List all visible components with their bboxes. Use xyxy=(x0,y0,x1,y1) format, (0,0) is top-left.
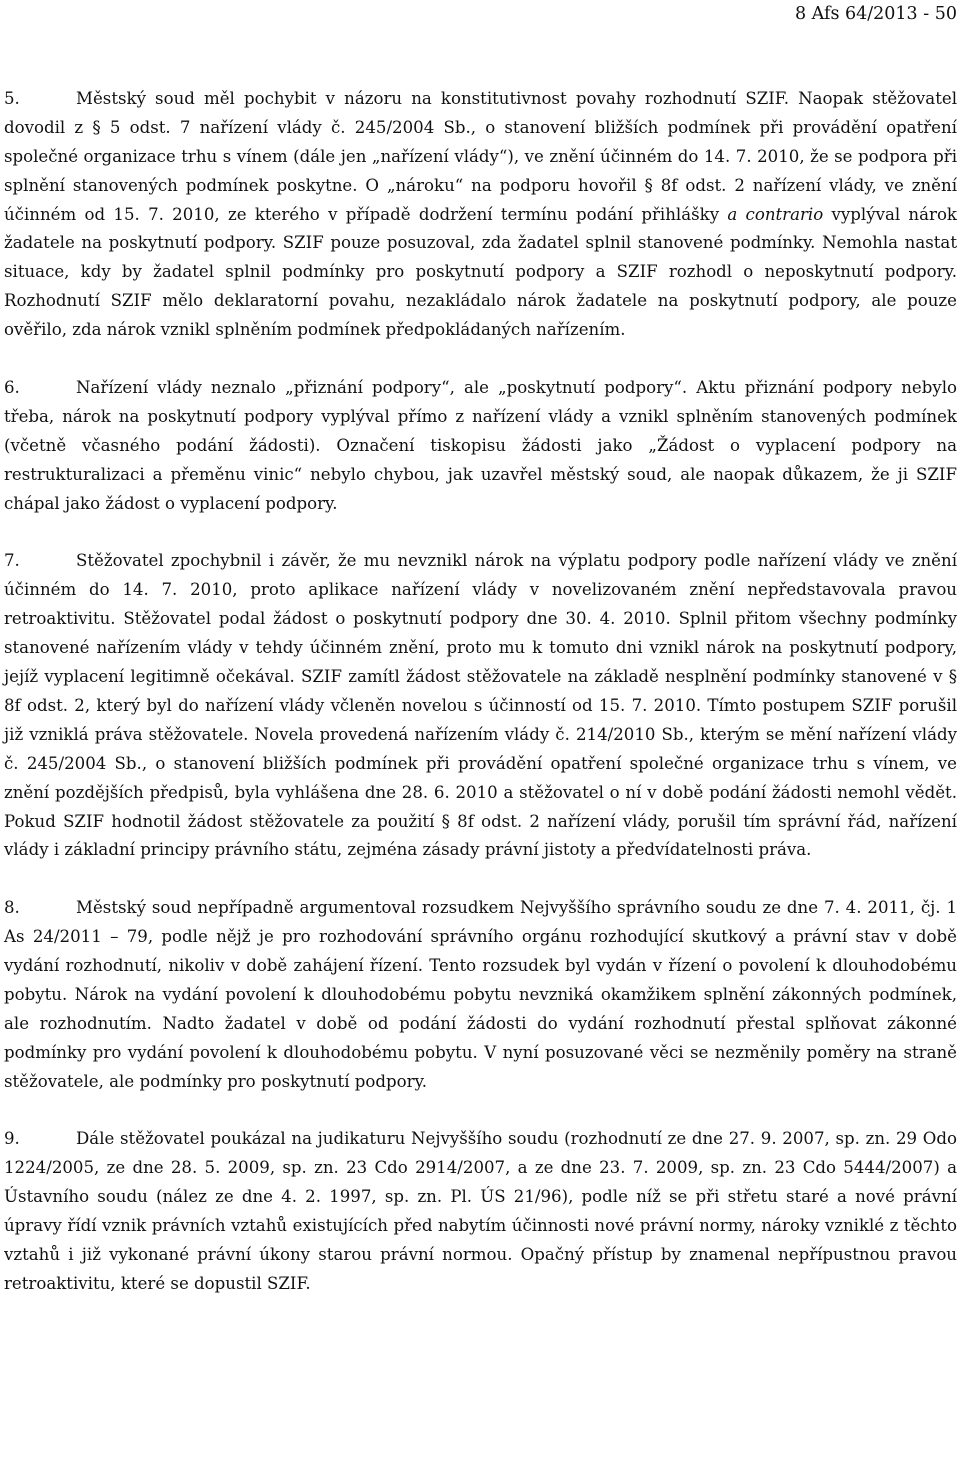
paragraph-text: Stěžovatel zpochybnil i závěr, že mu nevznikl nárok na výplatu podpory podle nařízení vlády ve znění účinném do 14. 7. 2010, proto aplikace nařízení vlády v novelizovaném znění nepředstavovala pravou retroaktivitu. Stěžovatel podal žádost o poskytnutí podpory dne 30. 4. 2010. Splnil přitom všechny podmínky stanovené nařízením vlády v tehdy účinném znění, proto mu k tomuto dni vznikl nárok na poskytnutí podpory, jejíž vyplacení legitimně očekával. SZIF zamítl žádost stěžovatele na základě nesplnění podmínky stanovené v § 8f odst. 2, který byl do nařízení vlády včleněn novelou s účinností od 15. 7. 2010. Tímto postupem SZIF porušil již vzniklá práva stěžovatele. Novela provedená nařízením vlády č. 214/2010 Sb., kterým se mění nařízení vlády č. 245/2004 Sb., o stanovení bližších podmínek při provádění opatření společné organizace trhu s vínem, ve znění pozdějších předpisů, byla vyhlášena dne 28. 6. 2010 a stěžovatel o ní v době podání žádosti nemohl vědět. Pokud SZIF hodnotil žádost stěžovatele za použití § 8f odst. 2 nařízení vlády, porušil tím správní řád, nařízení vlády i základní principy právního státu, zejména zásady právní jistoty a předvídatelnosti práva. xyxy=(4,551,957,860)
paragraph-number: 7. xyxy=(4,551,20,571)
paragraph-number: 8. xyxy=(4,898,20,918)
spacer xyxy=(4,1097,957,1126)
paragraph-number: 5. xyxy=(4,88,20,108)
paragraph-text: Dále stěžovatel poukázal na judikaturu Nejvyššího soudu (rozhodnutí ze dne 27. 9. 2007, sp. zn. 29 Odo 1224/2005, ze dne 28. 5. 2009, sp. zn. 23 Cdo 2914/2007, a ze dne 23. 7. 2009, sp. zn. 23 Cdo 5444/2007) a Ústavního soudu (nález ze dne 4. 2. 1997, sp. zn. Pl. ÚS 21/96), podle níž se při střetu staré a nové právní úpravy řídí vznik právních vztahů existujících před nabytím účinnosti nové právní normy, nároky vzniklé z těchto vztahů i již vykonané právní úkony starou právní normou. Opačný přístup by znamenal nepřípustnou pravou retroaktivitu, které se dopustil SZIF. xyxy=(4,1129,957,1293)
paragraph-7 xyxy=(4,547,957,865)
paragraph-number: 6. xyxy=(4,377,20,397)
spacer xyxy=(4,865,957,894)
paragraph-text: Městský soud měl pochybit v názoru na konstitutivnost povahy rozhodnutí SZIF. Naopak stěžovatel dovodil z § 5 odst. 7 nařízení vlády č. 245/2004 Sb., o stanovení bližších podmínek při provádění opatření společné organizace trhu s vínem (dále jen „nařízení vlády“), ve znění účinném do 14. 7. 2010, že se podpora při splnění stanovených podmínek poskytne. O „nároku“ na podporu hovořil § 8f odst. 2 nařízení vlády, ve znění účinném od 15. 7. 2010, ze kterého v případě dodržení termínu podání přihlášky xyxy=(4,88,957,224)
spacer xyxy=(4,56,957,85)
spacer xyxy=(4,518,957,547)
paragraph-number: 9. xyxy=(4,1129,20,1149)
case-reference: 8 Afs 64/2013 - 50 xyxy=(794,4,957,24)
latin-term: a contrario xyxy=(727,204,824,224)
paragraph-6 xyxy=(4,374,957,519)
paragraph-text-cont: vyplýval nárok žadatele na poskytnutí podpory. SZIF pouze posuzoval, zda žadatel splnil stanovené podmínky. Nemohla nastat situace, kdy by žadatel splnil podmínky pro poskytnutí podpory a SZIF rozhodl o neposkytnutí podpory. Rozhodnutí SZIF mělo deklaratorní povahu, nezakládalo nárok žadatele na poskytnutí podpory, ale pouze ověřilo, zda nárok vznikl splněním podmínek předpokládaných nařízením. xyxy=(4,204,957,340)
paragraph-text: Městský soud nepřípadně argumentoval rozsudkem Nejvyššího správního soudu ze dne 7. 4. 2011, čj. 1 As 24/2011 – 79, podle nějž je pro rozhodování správního orgánu rozhodující skutkový a právní stav v době vydání rozhodnutí, nikoliv v době zahájení řízení. Tento rozsudek byl vydán v řízení o povolení k dlouhodobému pobytu. Nárok na vydání povolení k dlouhodobému pobytu nevzniká okamžikem splnění zákonných podmínek, ale rozhodnutím. Nadto žadatel v době od podání žádosti do vydání rozhodnutí přestal splňovat zákonné podmínky pro vydání povolení k dlouhodobému pobytu. V nyní posuzované věci se nezměnily poměry na straně stěžovatele, ale podmínky pro poskytnutí podpory. xyxy=(4,898,957,1091)
paragraph-5 xyxy=(4,85,957,345)
paragraph-8 xyxy=(4,894,957,1096)
spacer xyxy=(4,345,957,374)
paragraph-9 xyxy=(4,1125,957,1298)
paragraph-text: Nařízení vlády neznalo „přiznání podpory“, ale „poskytnutí podpory“. Aktu přiznání podpory nebylo třeba, nárok na poskytnutí podpory vyplýval přímo z nařízení vlády a vznikl splněním stanovených podmínek (včetně včasného podání žádosti). Označení tiskopisu žádosti jako „Žádost o vyplacení podpory na restrukturalizaci a přeměnu vinic“ nebylo chybou, jak uzavřel městský soud, ale naopak důkazem, že ji SZIF chápal jako žádost o vyplacení podpory. xyxy=(4,377,957,513)
